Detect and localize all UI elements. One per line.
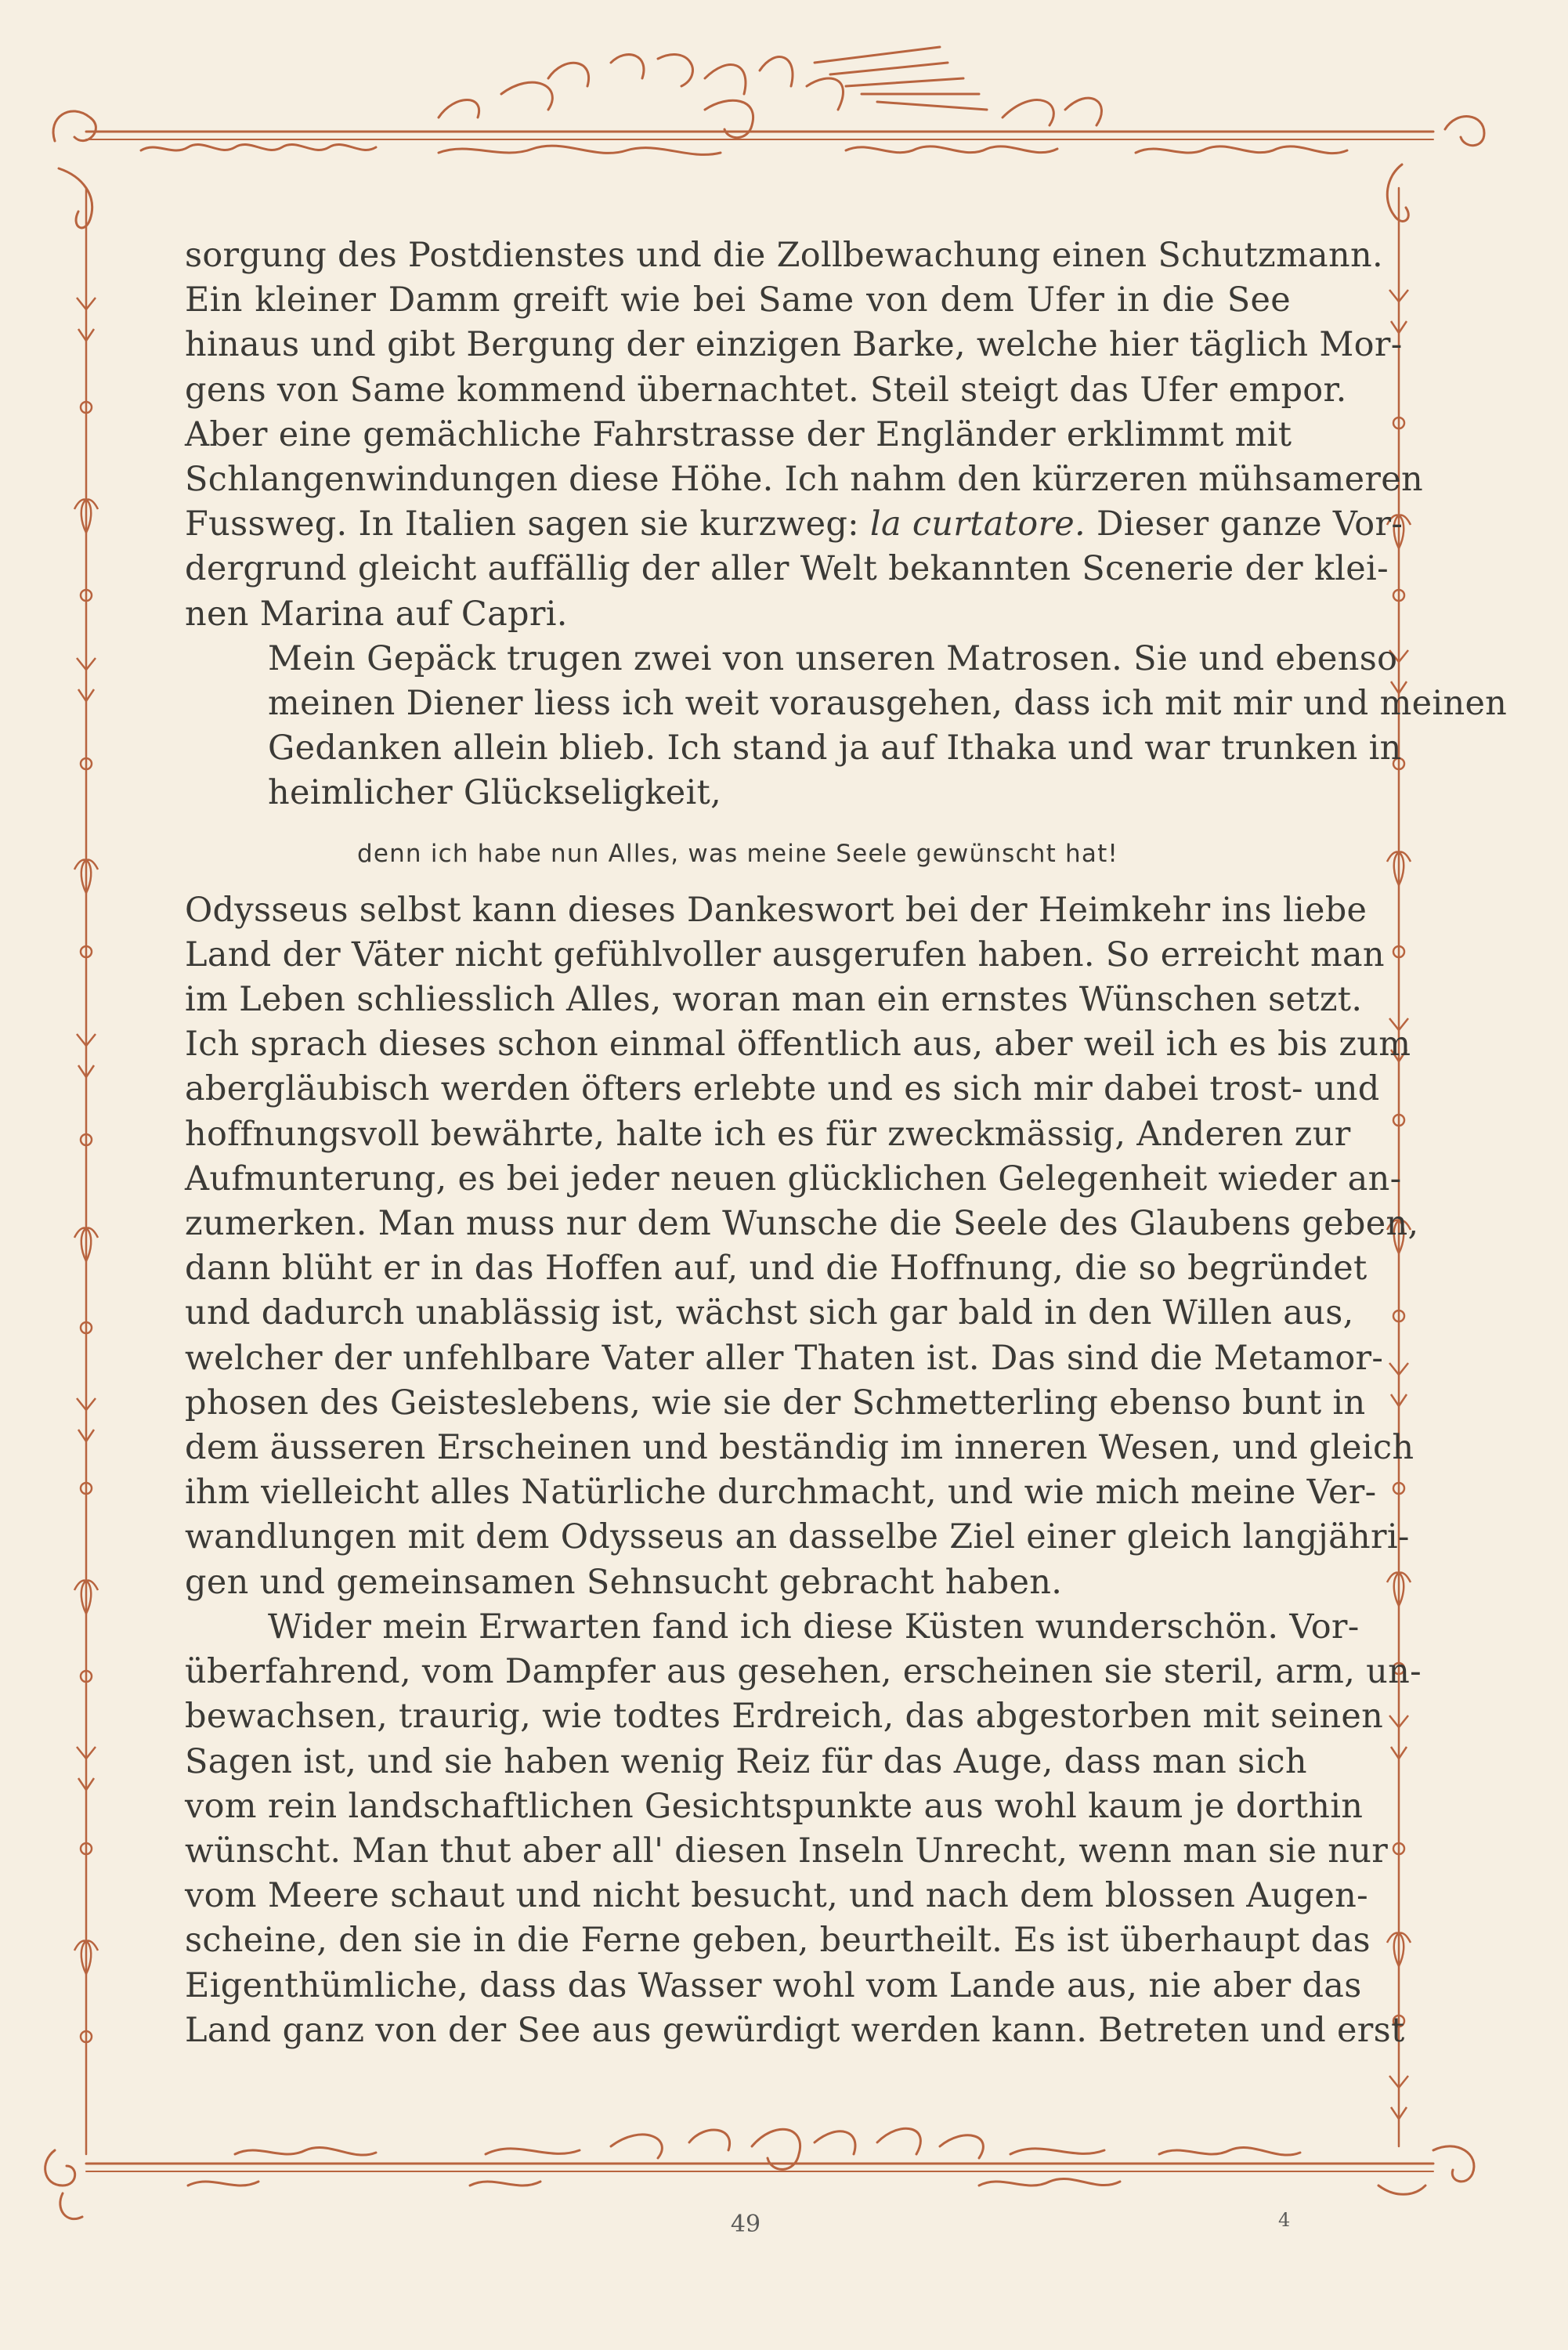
text-line: Ich sprach dieses schon einmal öffentlich aus, aber weil ich es bis zum [185,1025,1411,1065]
text-line: dem äusseren Erscheinen und beständig im inneren Wesen, und gleich [185,1428,1414,1468]
text-line: Gedanken allein blieb. Ich stand ja auf Ithaka und war trunken in [268,728,1402,768]
text-line: Wider mein Erwarten fand ich diese Küsten wunderschön. Vor- [268,1607,1360,1647]
text-line: ihm vielleicht alles Natürliche durchmacht, und wie mich meine Ver- [185,1473,1377,1513]
text-line: Eigenthümliche, dass das Wasser wohl vom Lande aus, nie aber das [185,1965,1362,2005]
text-line: wünscht. Man thut aber all' diesen Inseln Unrecht, wenn man sie nur [185,1831,1389,1871]
text-line: vom rein landschaftlichen Gesichtspunkte aus wohl kaum je dorthin [185,1786,1364,1826]
text-line: Land der Väter nicht gefühlvoller ausgerufen haben. So erreicht man [185,935,1385,974]
paragraph-4 [185,1605,1422,2053]
text-line: überfahrend, vom Dampfer aus gesehen, erscheinen sie steril, arm, un- [185,1652,1422,1692]
text-line: dergrund gleicht auffällig der aller Welt bekannten Scenerie der klei- [185,549,1389,589]
text-line: zumerken. Man muss nur dem Wunsche die Seele des Glaubens geben, [185,1204,1419,1244]
text-line: Mein Gepäck trugen zwei von unseren Matrosen. Sie und ebenso [268,638,1398,678]
text-line: gens von Same kommend übernachtet. Steil steigt das Ufer empor. [185,370,1347,410]
text-line: Land ganz von der See aus gewürdigt werden kann. Betreten und erst [185,2010,1405,2050]
body-text [185,233,1508,2053]
text-line: wandlungen mit dem Odysseus an dasselbe Ziel einer gleich langjähri- [185,1517,1410,1557]
paragraph-3 [185,888,1419,1605]
text-line: Ein kleiner Damm greift wie bei Same von dem Ufer in die See [185,280,1291,320]
text-run: Fussweg. In Italien sagen sie kurzweg: [185,504,859,544]
verse-quote: denn ich habe nun Alles, was meine Seele gewünscht hat! [356,839,1119,868]
text-line: und dadurch unablässig ist, wächst sich gar bald in den Willen aus, [185,1293,1354,1333]
text-line: heimlicher Glückseligkeit, [268,773,722,813]
paragraph-2 [185,637,1508,816]
text-line: vom Meere schaut und nicht besucht, und nach dem blossen Augen- [185,1876,1368,1916]
page-number: 49 [730,2211,761,2238]
text-line: Odysseus selbst kann dieses Dankeswort bei der Heimkehr ins liebe [185,890,1367,930]
text-line: meinen Diener liess ich weit vorausgehen, dass ich mit mir und meinen [268,684,1508,724]
text-line: welcher der unfehlbare Vater aller Thaten ist. Das sind die Metamor- [185,1338,1384,1378]
signature-mark: 4 [1278,2209,1291,2231]
text-line: sorgung des Postdienstes und die Zollbewachung einen Schutzmann. [185,236,1383,275]
text-line: nen Marina auf Capri. [185,594,568,634]
text-line: phosen des Geisteslebens, wie sie der Schmetterling ebenso bunt in [185,1383,1366,1423]
italic-phrase: la curtatore. [869,504,1086,544]
text-line: Sagen ist, und sie haben wenig Reiz für das Auge, dass man sich [185,1741,1307,1781]
text-run: Dieser ganze Vor- [1096,504,1404,544]
text-line: hinaus und gibt Bergung der einzigen Barke, welche hier täglich Mor- [185,325,1403,365]
text-line: gen und gemeinsamen Sehnsucht gebracht haben. [185,1562,1063,1602]
text-line: Aber eine gemächliche Fahrstrasse der Engländer erklimmt mit [185,414,1292,454]
text-line: abergläubisch werden öfters erlebte und es sich mir dabei trost- und [185,1069,1380,1109]
text-line [185,502,1404,547]
text-line: Aufmunterung, es bei jeder neuen glücklichen Gelegenheit wieder an- [185,1159,1402,1198]
paragraph-1 [185,233,1423,637]
text-line: hoffnungsvoll bewährte, halte ich es für zweckmässig, Anderen zur [185,1114,1351,1154]
text-line: Schlangenwindungen diese Höhe. Ich nahm den kürzeren mühsameren [185,460,1423,500]
text-line: scheine, den sie in die Ferne geben, beurtheilt. Es ist überhaupt das [185,1921,1371,1961]
text-line: bewachsen, traurig, wie todtes Erdreich, das abgestorben mit seinen [185,1697,1384,1737]
text-line: dann blüht er in das Hoffen auf, und die Hoffnung, die so begründet [185,1249,1367,1289]
text-line: im Leben schliesslich Alles, woran man ein ernstes Wünschen setzt. [185,980,1363,1020]
